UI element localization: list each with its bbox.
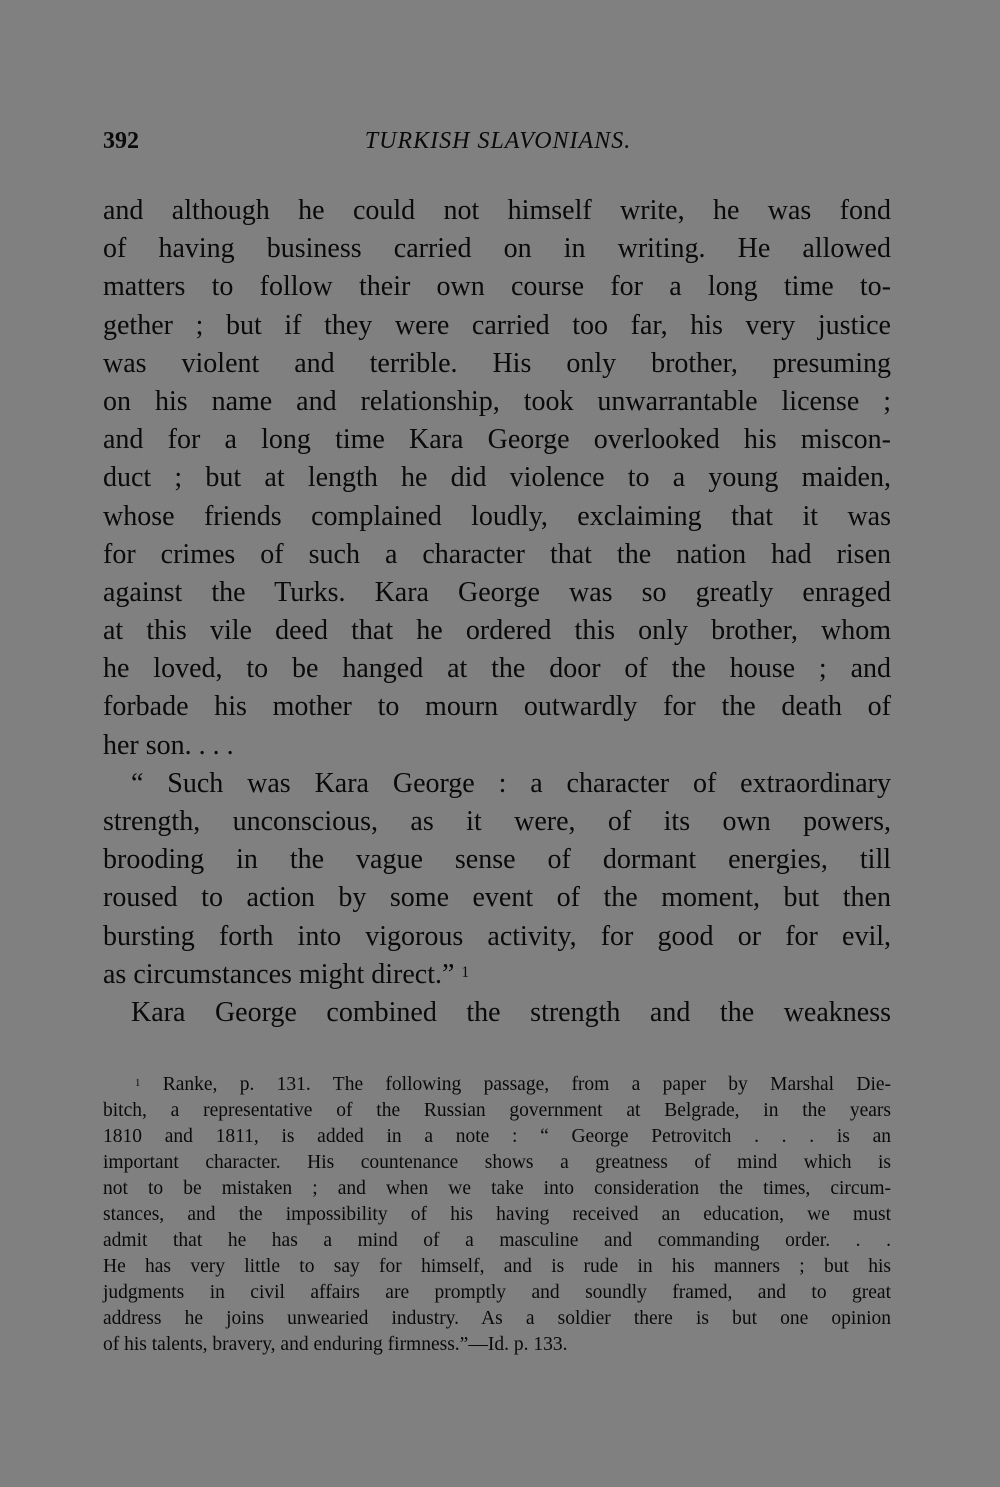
body-line: “ Such was Kara George : a character of extraordinary xyxy=(131,767,891,799)
footnote-line: 1810 and 1811, is added in a note : “ George Petrovitch . . . is an xyxy=(103,1126,891,1147)
body-line: and although he could not himself write, he was fond xyxy=(103,195,891,226)
body-line: forbade his mother to mourn outwardly for the death of xyxy=(103,691,891,723)
body-line: for crimes of such a character that the nation had risen xyxy=(103,538,891,570)
body-line: against the Turks. Kara George was so greatly enraged xyxy=(103,576,891,608)
body-line: bursting forth into vigorous activity, for good or for evil, xyxy=(103,920,891,952)
footnote-line: of his talents, bravery, and enduring firmness.”—Id. p. 133. xyxy=(103,1334,568,1355)
body-line: gether ; but if they were carried too far, his very justice xyxy=(103,309,891,341)
page-number: 392 xyxy=(103,128,139,154)
footnote-line: stances, and the impossibility of his having received an education, we must xyxy=(103,1204,891,1225)
footnote-marker: 1 xyxy=(135,1077,141,1089)
body-line: roused to action by some event of the moment, but then xyxy=(103,882,891,914)
body-line-with-footnote-ref xyxy=(103,956,891,994)
footnote-line: judgments in civil affairs are promptly and soundly framed, and to great xyxy=(103,1282,891,1303)
body-line: matters to follow their own course for a long time to- xyxy=(103,271,891,303)
body-line: at this vile deed that he ordered this only brother, whom xyxy=(103,615,891,647)
footnote-reference: 1 xyxy=(461,963,470,981)
footnote-line: important character. His countenance shows a greatness of mind which is xyxy=(103,1152,891,1173)
body-text xyxy=(103,192,891,1032)
footnote-line-with-marker xyxy=(103,1072,891,1098)
body-line: of having business carried on in writing. He allowed xyxy=(103,233,891,265)
body-line: was violent and terrible. His only brother, presuming xyxy=(103,347,891,379)
body-line: her son. . . . xyxy=(103,729,234,761)
footnote-line: He has very little to say for himself, and is rude in his manners ; but his xyxy=(103,1256,891,1277)
body-line: Kara George combined the strength and the weakness xyxy=(131,996,891,1028)
footnote-line: admit that he has a mind of a masculine and commanding order. . . xyxy=(103,1230,891,1251)
footnote-line: not to be mistaken ; and when we take into consideration the times, circum- xyxy=(103,1178,891,1199)
body-line: he loved, to be hanged at the door of the house ; and xyxy=(103,653,891,685)
body-line: duct ; but at length he did violence to a young maiden, xyxy=(103,462,891,494)
body-line: brooding in the vague sense of dormant energies, till xyxy=(103,844,891,876)
body-line: on his name and relationship, took unwarrantable license ; xyxy=(103,385,891,417)
body-line: and for a long time Kara George overlooked his miscon- xyxy=(103,424,891,456)
body-line: whose friends complained loudly, exclaiming that it was xyxy=(103,500,891,532)
footnote-line: bitch, a representative of the Russian government at Belgrade, in the years xyxy=(103,1100,891,1121)
footnotes xyxy=(103,1072,891,1358)
footnote-line-text: Ranke, p. 131. The following passage, from a paper by Marshal Die- xyxy=(162,1074,892,1095)
body-line: strength, unconscious, as it were, of its own powers, xyxy=(103,806,891,837)
page-header xyxy=(103,128,893,164)
footnote-line: address he joins unwearied industry. As a soldier there is but one opinion xyxy=(103,1308,891,1329)
running-title: TURKISH SLAVONIANS. xyxy=(364,128,632,154)
body-line-text: as circumstances might direct.” xyxy=(103,958,455,990)
